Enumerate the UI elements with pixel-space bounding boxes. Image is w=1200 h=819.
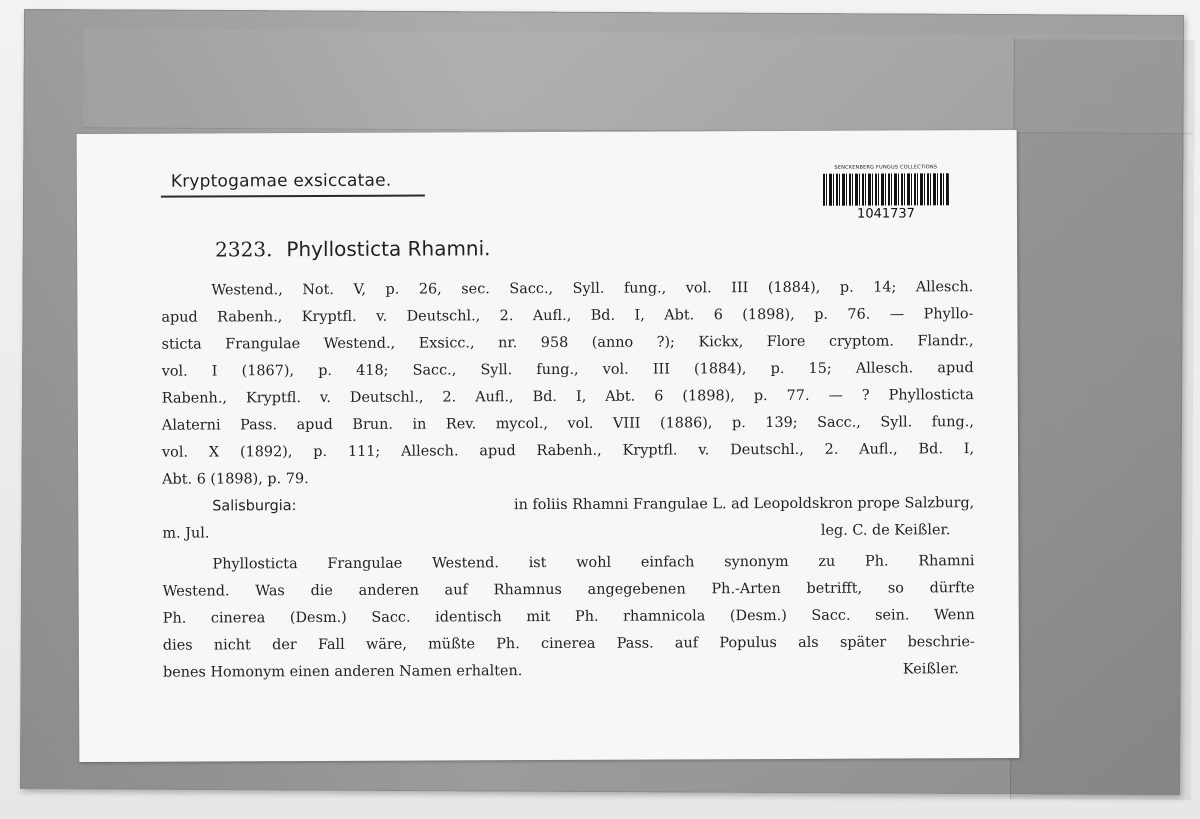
specimen-heading — [215, 236, 490, 261]
reference-line: Abt. 6 (1898), p. 79. — [162, 471, 309, 488]
barcode-number: 1041737 — [857, 206, 915, 222]
reference-line: Rabenh., Kryptfl. v. Deutschl., 2. Aufl., Bd. I, Abt. 6 (1898), p. 77. — ? Phyllosticta — [161, 387, 974, 407]
reference-line: sticta Frangulae Westend., Exsicc., nr. 958 (anno ?); Kickx, Flore cryptom. Flandr., — [161, 333, 974, 353]
label-body — [161, 274, 975, 687]
exsiccata-number: 2323. — [215, 237, 273, 262]
collection-line — [162, 517, 974, 548]
reference-line: Alaterni Pass. apud Brun. in Rev. mycol., vol. VIII (1886), p. 139; Sacc., Syll. fung., — [161, 414, 974, 434]
remark-paragraph — [162, 548, 975, 687]
remark-line: benes Homonym einen anderen Namen erhalten. — [162, 663, 523, 681]
remark-author: Keißler. — [902, 661, 960, 678]
printed-label — [77, 130, 1020, 762]
collector: leg. C. de Keißler. — [820, 522, 951, 539]
remark-line: Ph. cinerea (Desm.) Sacc. identisch mit Ph. rhamnicola (Desm.) Sacc. sein. Wenn — [162, 607, 975, 627]
reference-line: Westend., Not. V, p. 26, sec. Sacc., Syll. fung., vol. III (1884), p. 14; Allesch. — [211, 279, 974, 299]
reference-line: vol. I (1867), p. 418; Sacc., Syll. fung., vol. III (1884), p. 15; Allesch. apud — [161, 360, 974, 380]
locality-region: Salisburgia: — [212, 498, 297, 515]
barcode-institution: SENCKENBERG FUNGUS COLLECTIONS — [834, 164, 938, 171]
locality-description: in foliis Rhamni Frangulae L. ad Leopoldskron prope Salzburg, — [513, 495, 975, 514]
collection-date: m. Jul. — [162, 525, 210, 542]
series-title: Kryptogamae exsiccatae. — [170, 170, 392, 192]
remark-line: dies nicht der Fall wäre, müßte Ph. cinerea Pass. auf Populus als später beschrie- — [162, 634, 975, 654]
locality-line — [162, 490, 974, 521]
remark-last-line — [163, 656, 975, 687]
remark-line: Phyllosticta Frangulae Westend. ist wohl einfach synonym zu Ph. Rhamni — [212, 553, 975, 573]
remark-line: Westend. Was die anderen auf Rhamnus angegebenen Ph.-Arten betrifft, so dürfte — [162, 580, 975, 600]
taxon-name: Phyllosticta Rhamni. — [286, 236, 491, 262]
series-underline — [161, 195, 425, 198]
envelope-fold — [1010, 39, 1195, 800]
barcode-icon — [823, 173, 949, 206]
reference-line: apud Rabenh., Kryptfl. v. Deutschl., 2. Aufl., Bd. I, Abt. 6 (1898), p. 76. — Phyllo- — [161, 306, 974, 326]
barcode-label — [817, 164, 955, 227]
reference-line: vol. X (1892), p. 111; Allesch. apud Rabenh., Kryptfl. v. Deutschl., 2. Aufl., Bd. I, — [161, 441, 975, 461]
